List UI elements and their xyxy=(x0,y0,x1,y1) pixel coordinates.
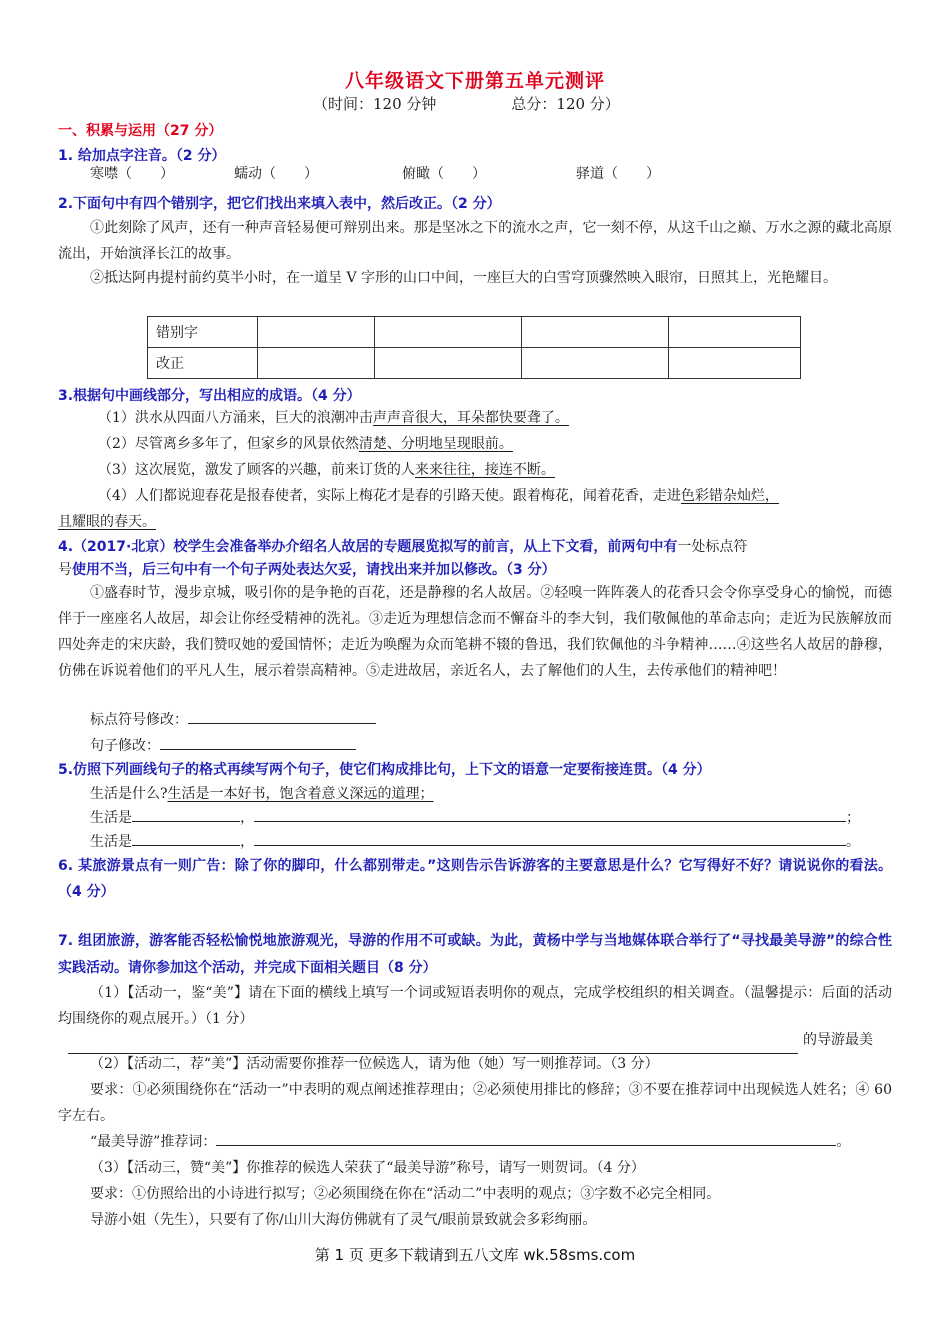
q4-fix-punctuation xyxy=(90,707,376,733)
q5-example-underlined: 生活是一本好书，饱含着意义深远的道理； xyxy=(167,786,434,802)
q5-line-1-label: 生活是 xyxy=(90,810,132,826)
q5-line-2-blank-a[interactable] xyxy=(132,831,240,846)
q2-answer-table xyxy=(147,316,801,379)
q5-line-1-blank-b[interactable] xyxy=(254,807,846,822)
answer-cell[interactable] xyxy=(258,348,375,379)
q3-item-4 xyxy=(98,483,779,509)
q7-activity-3-requirements: 要求：①仿照给出的小诗进行拟写；②必须围绕在你在“活动二”中表明的观点；③字数不必完全相同。 xyxy=(90,1186,721,1202)
page-footer: 第 1 页 更多下载请到五八文库 wk.58sms.com xyxy=(314,1246,636,1264)
q7-recommendation xyxy=(90,1129,850,1155)
table-row xyxy=(148,348,801,379)
q3-item-4-underlined: 色彩错杂灿烂， xyxy=(680,488,779,504)
q4-title-part-3: 号 xyxy=(58,562,72,578)
q5-line-2 xyxy=(90,829,860,855)
q5-line-2-period: 。 xyxy=(846,834,860,850)
q4-fix-punctuation-label: 标点符号修改： xyxy=(90,712,188,728)
q5-line-1-blank-a[interactable] xyxy=(132,807,240,822)
section-1-heading: 一、积累与运用（27 分） xyxy=(58,123,223,139)
q7-poem: 导游小姐（先生），只要有了你/山川大海仿佛就有了灵气/眼前景致就会多彩绚丽。 xyxy=(90,1212,597,1228)
q3-item-2-underlined: 清楚、分明地呈现眼前。 xyxy=(358,436,513,452)
q4-title-part-2: 一处标点符 xyxy=(677,539,748,555)
q5-example-question: 生活是什么? xyxy=(90,786,168,802)
q1-item-4: 驿道（ ） xyxy=(576,166,660,182)
q4-fix-sentence-blank[interactable] xyxy=(160,735,356,750)
q3-item-1-text: （1）洪水从四面八方涌来，巨大的浪潮冲击 xyxy=(98,410,373,426)
q1-title: 1. 给加点字注音。（2 分） xyxy=(58,148,226,164)
q7-recommendation-label: “最美导游”推荐词： xyxy=(90,1134,217,1150)
q3-item-4-underlined-cont: 且耀眼的春天。 xyxy=(58,514,156,530)
q7-activity-1: （1）【活动一，鉴“美”】请在下面的横线上填写一个词或短语表明你的观点，完成学校组织的相关调查。（温馨提示：后面的活动均围绕你的观点展开。）（1 分） xyxy=(58,985,892,1027)
page-title: 八年级语文下册第五单元测评 xyxy=(344,70,605,92)
q2-passage-2: ②抵达阿冉提村前约莫半小时，在一道呈 V 字形的山口中间，一座巨大的白雪穹顶骤然映入眼帘，日照其上，光艳耀目。 xyxy=(90,270,838,286)
q2-passage-1: ①此刻除了风声，还有一种声音轻易便可辩别出来。那是坚冰之下的流水之声，它一刻不停，从这千山之巅、万水之源的藏北高原流出，开始演泽长江的故事。 xyxy=(58,220,892,262)
q7-recommendation-blank[interactable] xyxy=(216,1131,836,1146)
q5-title: 5.仿照下列画线句子的格式再续写两个句子，使它们构成排比句，上下文的语意一定要衔接连贯。（4 分） xyxy=(58,762,711,778)
q4-title-part-1: 4.（2017·北京）校学生会准备举办介绍名人故居的专题展览拟写的前言，从上下文看，前两句中有 xyxy=(58,539,678,555)
q5-line-2-blank-b[interactable] xyxy=(254,831,846,846)
page-subtitle: （时间：120 分钟 总分：120 分） xyxy=(313,95,620,113)
q5-line-1 xyxy=(90,805,860,831)
table-row xyxy=(148,317,801,348)
answer-cell[interactable] xyxy=(669,348,801,379)
q3-item-1 xyxy=(98,405,569,431)
answer-cell[interactable] xyxy=(669,317,801,348)
answer-cell[interactable] xyxy=(375,317,522,348)
q1-item-1: 寒噤（ ） xyxy=(90,166,174,182)
q3-item-2-text: （2）尽管离乡多年了，但家乡的风景依然 xyxy=(98,436,359,452)
q7-activity-3: （3）【活动三，赞“美”】你推荐的候选人荣获了“最美导游”称号，请写一则贺词。（4 分） xyxy=(90,1160,645,1176)
q5-line-2-comma: ， xyxy=(240,834,254,850)
q4-passage: ①盛春时节，漫步京城，吸引你的是争艳的百花，还是静穆的名人故居。②轻嗅一阵阵袭人的花香只会令你享受身心的愉悦，而德伴于一座座名人故居，却会让你经受精神的洗礼。③走近为理想信念而不懈奋斗的李大钊，我们敬佩他的革命志向；走近为民族解放而四处奔走的宋庆龄，我们赞叹她的爱国情怀；走近为唤醒为众而笔耕不辍的鲁迅，我们钦佩他的斗争精神……④这些名人故居的静穆，仿佛在诉说着他们的平凡人生，展示着崇高精神。⑤走进故居，亲近名人，去了解他们的人生，去传承他们的精神吧！ xyxy=(58,585,892,679)
q3-title: 3.根据句中画线部分，写出相应的成语。（4 分） xyxy=(58,388,361,404)
q4-fix-punctuation-blank[interactable] xyxy=(188,709,376,724)
q3-item-3-text: （3）这次展览，激发了顾客的兴趣，前来订货的人 xyxy=(98,462,415,478)
q7-activity-2-requirements: 要求：①必须围绕你在“活动一”中表明的观点阐述推荐理由；②必须使用排比的修辞；③不要在推荐词中出现候选人姓名；④ 60 字左右。 xyxy=(58,1082,892,1124)
q3-item-2 xyxy=(98,431,513,457)
q5-example xyxy=(90,781,434,807)
q3-item-3 xyxy=(98,457,555,483)
q7-activity-1-tail: 的导游最美 xyxy=(803,1032,873,1048)
q4-fix-sentence-label: 句子修改： xyxy=(90,738,160,754)
table-row-label: 改正 xyxy=(148,348,258,379)
q7-title: 7. 组团旅游，游客能否轻松愉悦地旅游观光，导游的作用不可或缺。为此，黄杨中学与当地媒体联合举行了“寻找最美导游”的综合性实践活动。请你参加这个活动，并完成下面相关题目（8 分） xyxy=(58,933,892,976)
q1-item-2: 蠕动（ ） xyxy=(234,166,318,182)
q5-line-1-semicolon: ； xyxy=(846,810,860,826)
q4-title-part-4: 使用不当，后三句中有一个句子两处表达欠妥，请找出来并加以修改。（3 分） xyxy=(72,562,556,578)
answer-cell[interactable] xyxy=(258,317,375,348)
table-row-label: 错别字 xyxy=(148,317,258,348)
q1-item-3: 俯瞰（ ） xyxy=(402,166,486,182)
q3-item-4-continued xyxy=(58,509,156,535)
q5-line-2-label: 生活是 xyxy=(90,834,132,850)
q3-item-4-text: （4）人们都说迎春花是报春使者，实际上梅花才是春的引路天使。跟着梅花，闻着花香，走进 xyxy=(98,488,681,504)
q5-line-1-comma: ， xyxy=(240,810,254,826)
q6-title: 6. 某旅游景点有一则广告：除了你的脚印，什么都别带走。”这则告示告诉游客的主要意思是什么？它写得好不好？请说说你的看法。（4 分） xyxy=(58,858,892,900)
answer-cell[interactable] xyxy=(522,317,669,348)
q3-item-3-underlined: 来来往往，接连不断。 xyxy=(414,462,555,478)
q2-title: 2.下面句中有四个错别字，把它们找出来填入表中，然后改正。（2 分） xyxy=(58,196,501,212)
answer-cell[interactable] xyxy=(375,348,522,379)
q4-fix-sentence xyxy=(90,733,356,759)
answer-cell[interactable] xyxy=(522,348,669,379)
q3-item-1-underlined: 声声音很大，耳朵都快要聋了。 xyxy=(372,410,569,426)
q7-recommendation-period: 。 xyxy=(836,1134,851,1150)
q7-activity-2: （2）【活动二，荐“美”】活动需要你推荐一位候选人，请为他（她）写一则推荐词。（3 分） xyxy=(90,1056,659,1072)
